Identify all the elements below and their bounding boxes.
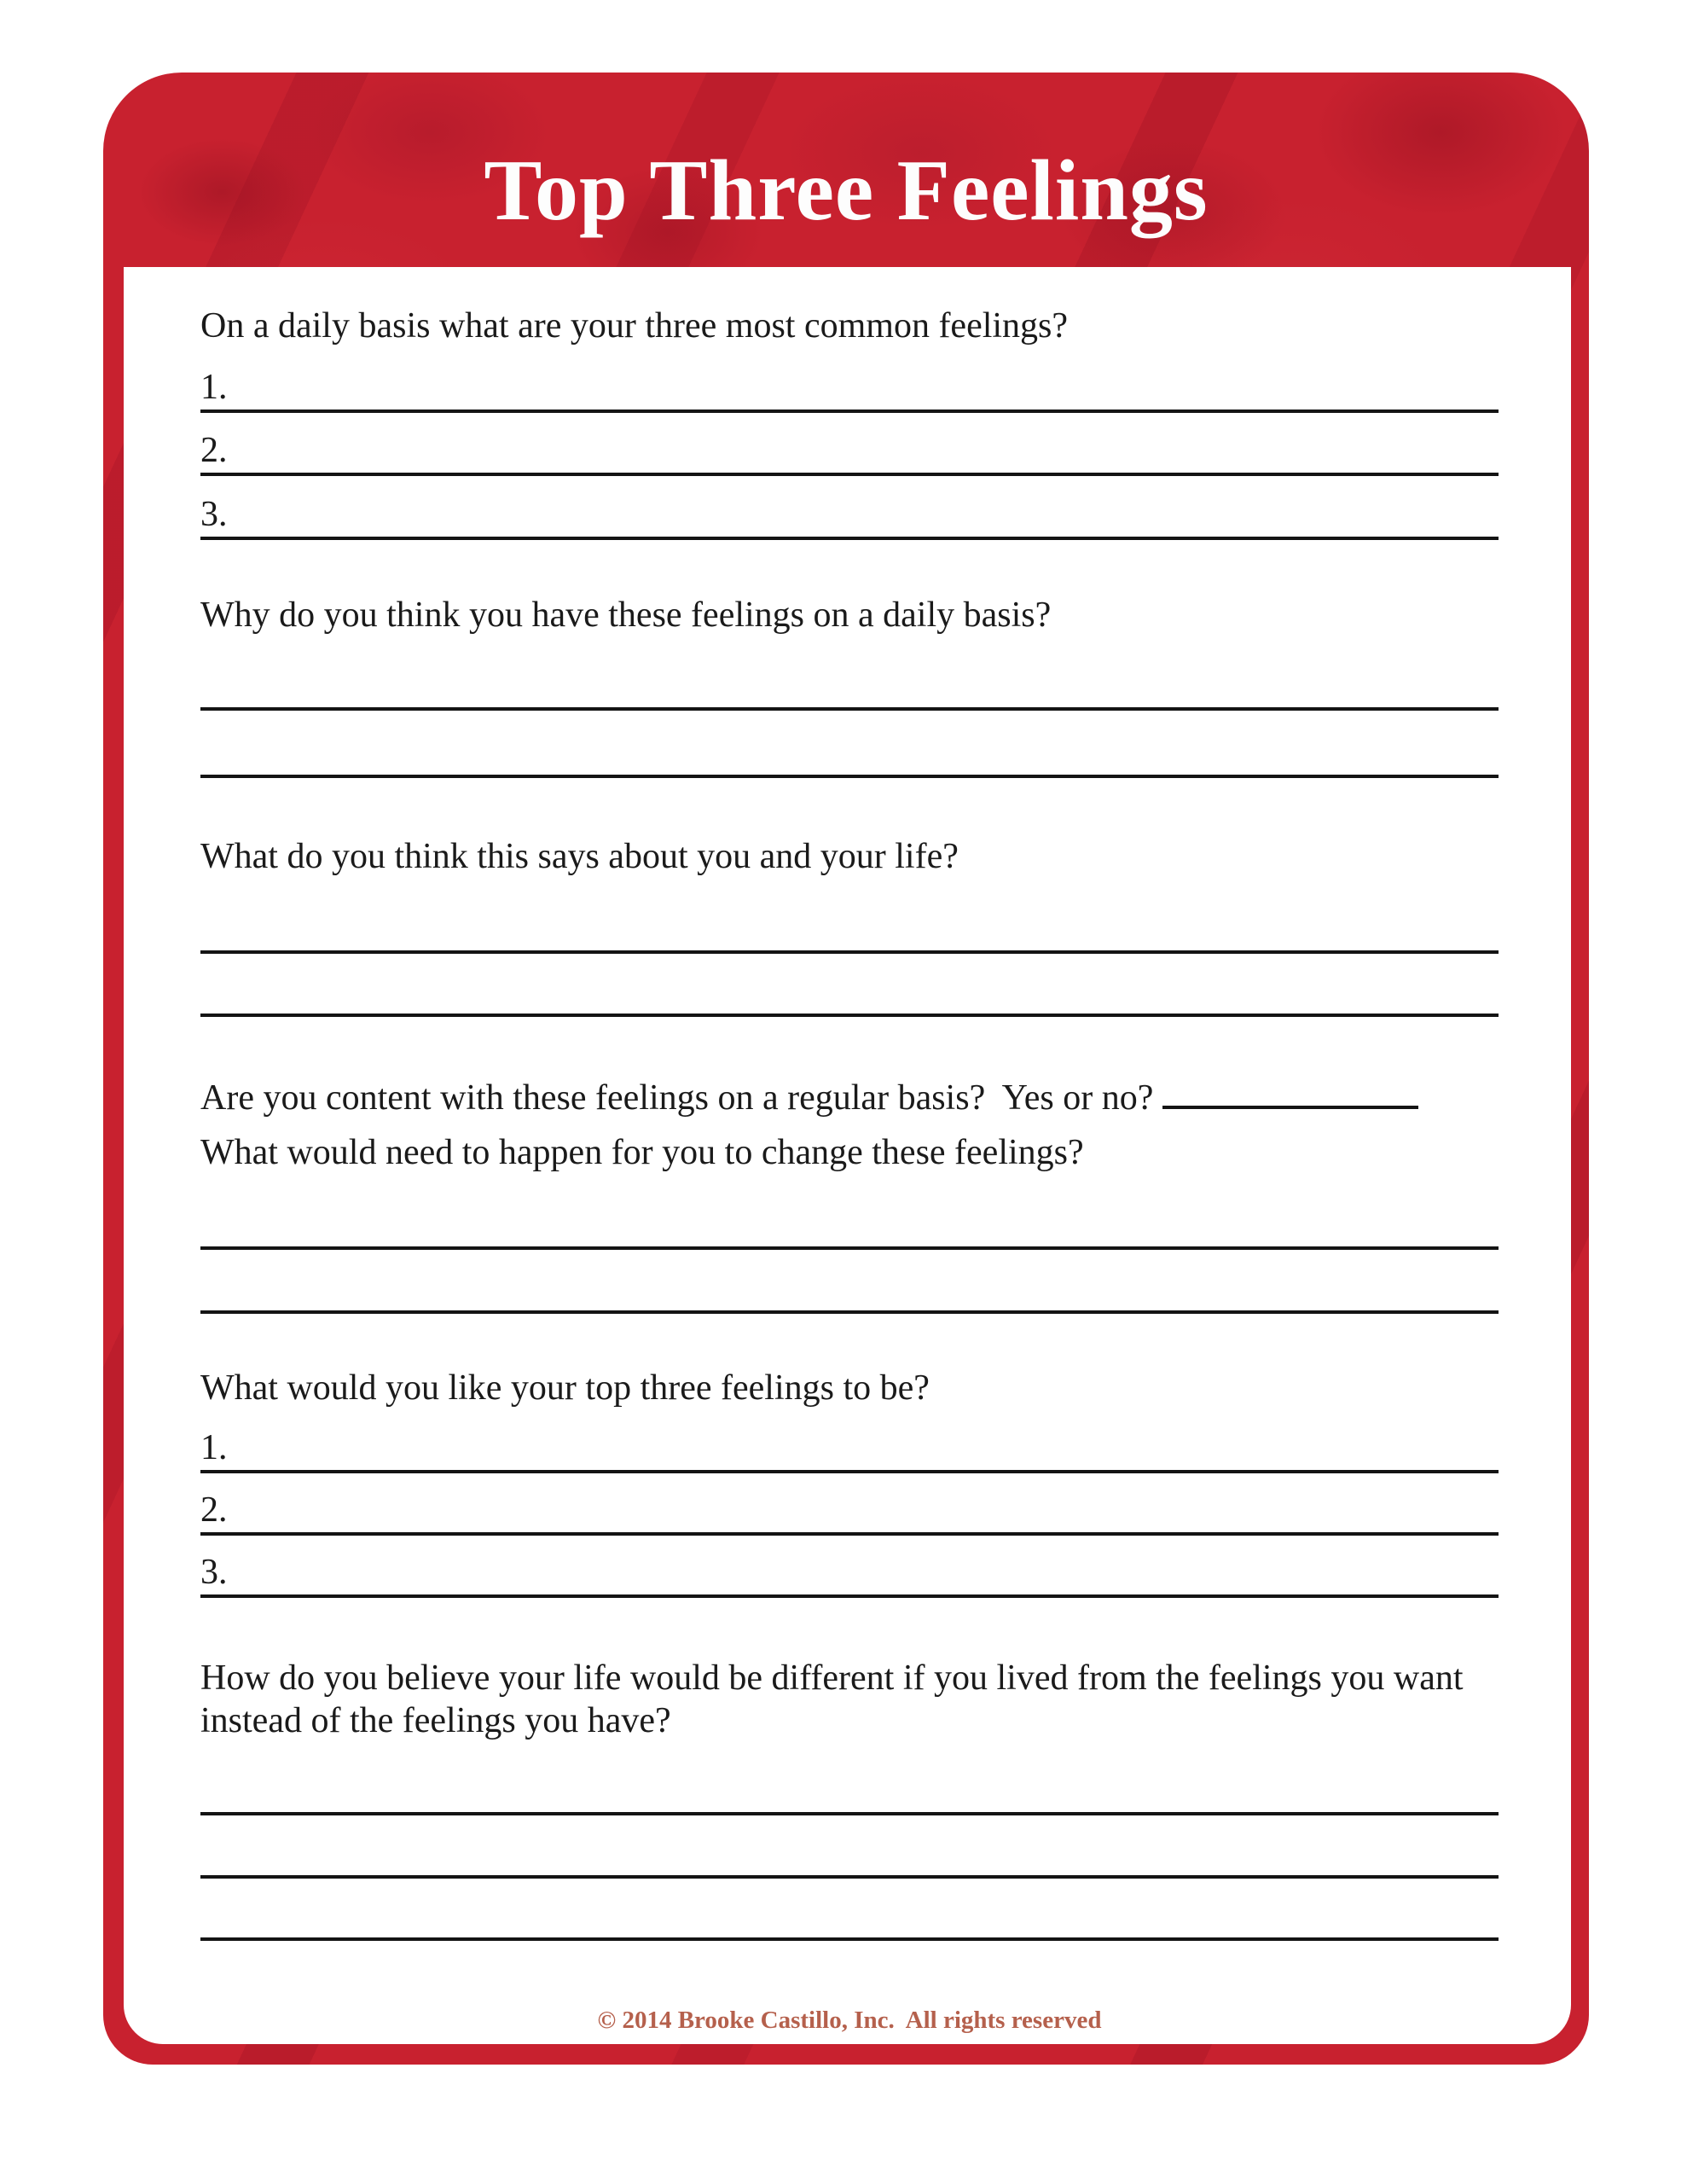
answer-line-wanted-2[interactable] bbox=[200, 1488, 1499, 1536]
answer-line[interactable] bbox=[200, 1246, 1499, 1250]
content-area bbox=[124, 267, 1571, 2044]
answer-line[interactable] bbox=[200, 950, 1499, 954]
answer-line[interactable] bbox=[200, 775, 1499, 778]
card-header bbox=[103, 73, 1589, 267]
answer-line-wanted-3[interactable] bbox=[200, 1550, 1499, 1598]
question-says-about-you: What do you think this says about you and your life? bbox=[200, 837, 959, 876]
question-change-feelings: What would need to happen for you to change these feelings? bbox=[200, 1133, 1084, 1172]
answer-line[interactable] bbox=[200, 1014, 1499, 1017]
list-number-3: 3. bbox=[200, 1553, 228, 1592]
answer-line-wanted-1[interactable] bbox=[200, 1426, 1499, 1473]
answer-line[interactable] bbox=[200, 1875, 1499, 1879]
list-number-2: 2. bbox=[200, 1490, 228, 1530]
question-top-three-wanted: What would you like your top three feelings to be? bbox=[200, 1368, 930, 1408]
list-number-2: 2. bbox=[200, 431, 228, 470]
answer-line-feeling-3[interactable] bbox=[200, 492, 1499, 540]
yes-no-answer-blank[interactable] bbox=[1162, 1106, 1418, 1109]
answer-line[interactable] bbox=[200, 1812, 1499, 1815]
worksheet-body bbox=[124, 305, 1571, 2036]
question-why-feelings: Why do you think you have these feelings on a daily basis? bbox=[200, 595, 1052, 635]
worksheet-card bbox=[103, 73, 1589, 2065]
answer-line-feeling-1[interactable] bbox=[200, 365, 1499, 413]
answer-line-feeling-2[interactable] bbox=[200, 428, 1499, 476]
question-daily-feelings: On a daily basis what are your three most common feelings? bbox=[200, 306, 1069, 346]
list-number-1: 1. bbox=[200, 368, 228, 407]
copyright-notice: © 2014 Brooke Castillo, Inc. All rights reserved bbox=[597, 2007, 1102, 2034]
page-title: Top Three Feelings bbox=[484, 142, 1209, 239]
question-content-yes-no bbox=[200, 1077, 1499, 1119]
list-number-3: 3. bbox=[200, 495, 228, 534]
answer-line[interactable] bbox=[200, 1937, 1499, 1941]
question-life-different: How do you believe your life would be different if you lived from the feelings you want instead of the feelings you have? bbox=[200, 1658, 1473, 1740]
answer-line[interactable] bbox=[200, 1310, 1499, 1314]
question-content-yes-no-text: Are you content with these feelings on a regular basis? Yes or no? bbox=[200, 1078, 1162, 1118]
list-number-1: 1. bbox=[200, 1428, 228, 1467]
answer-line[interactable] bbox=[200, 707, 1499, 711]
